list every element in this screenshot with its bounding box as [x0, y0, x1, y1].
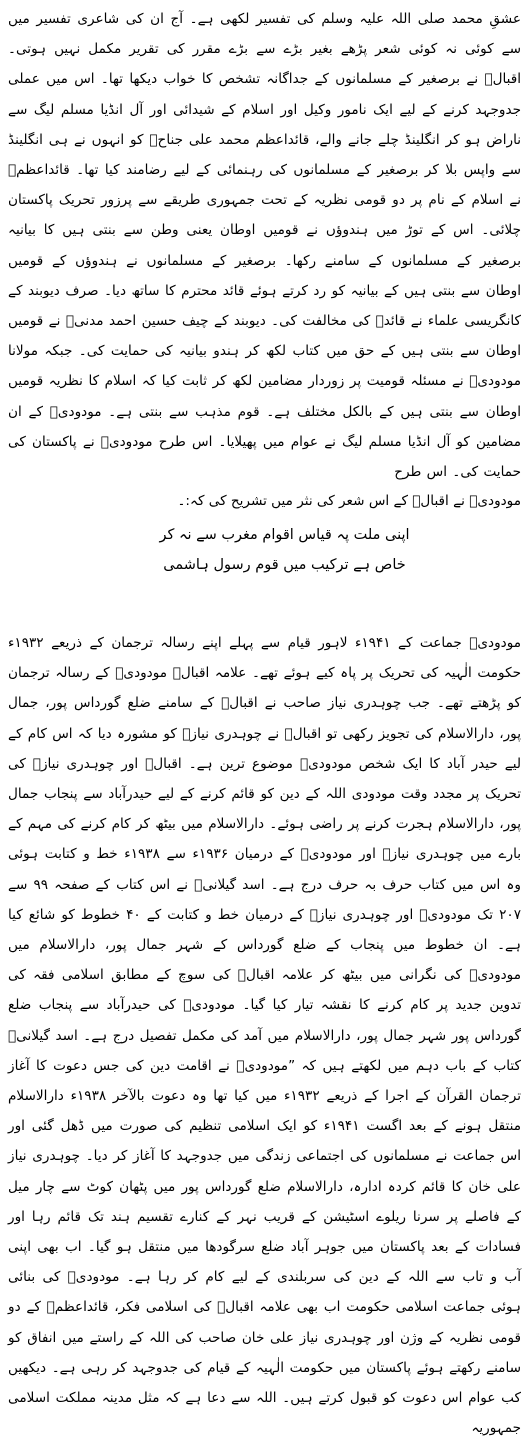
verse-line-1: اپنی ملت پہ قیاس اقوام مغرب سے نہ کر	[159, 527, 410, 543]
intro-line: مودودیؒ نے اقبالؒ کے اس شعر کی نثر میں تشریح کی کہ:۔	[177, 493, 521, 509]
paragraph-2: مودودیؒ جماعت کے ۱۹۴۱ء لاہور قیام سے پہلے اپنے رسالہ ترجمان کے ذریعے ۱۹۳۲ء حکومت الٰہیہ کی تحریک پر پاہ کیے ہوئے تھے۔ علامہ اقبالؒ مودودیؒ کے رسالہ ترجمان کو پڑھتے تھے۔ جب چوہدری نیاز صاحب نے اقبالؒ کے سامنے ضلع گورداس پور، جمال پور، دارالاسلام کی تجویز رکھی تو اقبالؒ نے چوہدری نیازؒ کو مشورہ دیا کہ اس کام کے لیے حیدر آباد کا ایک شخص مودودیؒ موضوع ترین ہے۔ اقبالؒ اور چوہدری نیازؒ کی تحریک پر مجدد وقت مودودی اللہ کے دین کو قائم کرنے کے لیے حیدرآباد سے پنجاب جمال پور، دارالاسلام ہجرت کرنے پر راضی ہوئے۔ دارالاسلام میں بیٹھ کر کام کرنے کی مہم کے بارے میں چوہدری نیازؒ اور مودودیؒ کے درمیان ۱۹۳۶ء سے ۱۹۳۸ء خط و کتابت ہوئی وہ اس میں کتاب حرف بہ حرف درج ہے۔ اسد گیلانیؒ نے اس کتاب کے صفحہ ۹۹ سے ۲۰۷ تک مودودیؒ اور چوہدری نیازؒ کے درمیان خط و کتابت کے ۴۰ خطوط کو شائع کیا ہے۔ ان خطوط میں پنجاب کے ضلع گورداس کے شہر جمال پور، دارالاسلام میں مودودیؒ کی نگرانی میں بیٹھ کر علامہ اقبالؒ کی سوچ کے مطابق اسلامی فقہ کی تدوین جدید پر کام کرنے کا نقشہ تیار کیا گیا۔ مودودیؒ کی حیدرآباد سے پنجاب ضلع گورداس پور شہر جمال پور، دارالاسلام میں آمد کی مکمل تفصیل درج ہے۔ اسد گیلانیؒ کتاب کے باب دہم میں لکھتے ہیں کہ ”مودودیؒ نے اقامت دین کی جس دعوت کا آغاز ترجمان القرآن کے اجرا کے ذریعے ۱۹۳۲ء میں کیا تھا وہ دعوت بالآخر ۱۹۳۸ء دارالاسلام منتقل ہونے کے بعد اگست ۱۹۴۱ء کو ایک اسلامی تنظیم کی صورت میں ڈھل گئی اور اس جماعت نے مسلمانوں کی اجتماعی زندگی میں جدوجہد کا آغاز کر دیا۔ چوہدری نیاز علی خان کا قائم کردہ ادارہ، دارالاسلام ضلع گورداس پور میں پٹھان کوٹ سے چار میل کے فاصلے پر سرنا ریلوے اسٹیشن کے قریب نہر کے کنارے تقسیم ہند تک قائم رہا اور فسادات کے بعد پاکستان میں جوہر آباد ضلع سرگودھا میں منتقل ہو گیا۔ اب بھی اپنی آب و تاب سے اللہ کے دین کی سربلندی کے لیے کام کر رہا ہے۔ مودودیؒ کی بنائی ہوئی جماعت اسلامی حکومت اب بھی علامہ اقبالؒ کی اسلامی فکر، قائداعظمؒ کے دو قومی نظریہ کے وژن اور چوہدری نیاز علی خان صاحب کی اللہ کے راستے میں انفاق کو سامنے رکھتے ہوئے پاکستان میں حکومت الٰہیہ کے قیام کی جدوجہد کر رہی ہے۔ دیکھیں کب عوام اس دعوت کو قبول کرتے ہیں۔ اللہ سے دعا ہے کہ مثل مدینہ مملکت اسلامی جمہوریہ	[8, 635, 522, 1437]
section-gap	[8, 580, 521, 628]
paragraph-1: عشقِ محمد صلی اللہ علیہ وسلم کی تفسیر لکھی ہے۔ آج ان کی شاعری تفسیر میں سے کوئی نہ کوئی شعر پڑھے بغیر بڑے سے بڑے مقرر کی تقریر مکمل نہیں ہوتی۔ اقبالؒ نے برصغیر کے مسلمانوں کے جداگانہ تشخص کا خواب دیکھا تھا۔ اس میں عملی جدوجہد کرنے کے لیے ایک نامور وکیل اور اسلام کے شیدائی اور آل انڈیا مسلم لیگ سے ناراض ہو کر انگلینڈ چلے جانے والے، قائداعظم محمد علی جناحؒ کو انہوں نے ہی انگلینڈ سے واپس بلا کر برصغیر کے مسلمانوں کی رہنمائی کے لیے رضامند کیا تھا۔ قائداعظمؒ نے اسلام کے نام پر دو قومی نظریہ کے تحت جمہوری طریقے سے پرزور تحریک پاکستان چلائی۔ اس کے توڑ میں ہندوؤں نے قومیں اوطان یعنی وطن سے بنتی ہیں کا بیانیہ برصغیر کے مسلمانوں کے سامنے رکھا۔ برصغیر کے مسلمانوں نے ہندوؤں کے قومیں اوطان سے بنتی ہیں کے بیانیہ کو رد کرتے ہوئے قائد محترم کا ساتھ دیا۔ صرف دیوبند کے کانگریسی علماء نے قائدؒ کی مخالفت کی۔ دیوبند کے چیف حسین احمد مدنیؒ نے قومیں اوطان سے بنتی ہیں کے حق میں کتاب لکھ کر ہندو بیانیہ کی حمایت کی۔ جبکہ مولانا مودودیؒ نے مسئلہ قومیت پر زوردار مضامین لکھ کر ثابت کیا کہ اسلام کا نظریہ قومیں اوطان سے بنتی ہیں کے بالکل مختلف ہے۔ قوم مذہب سے بنتی ہے۔ مودودیؒ کے ان مضامین کو آل انڈیا مسلم لیگ نے عوام میں پھیلایا۔ اس طرح مودودیؒ نے پاکستان کی حمایت کی۔ اس طرح	[8, 11, 521, 481]
verse-line-2: خاص ہے ترکیب میں قوم رسول ہاشمی	[163, 557, 406, 573]
couplet	[45, 520, 485, 580]
